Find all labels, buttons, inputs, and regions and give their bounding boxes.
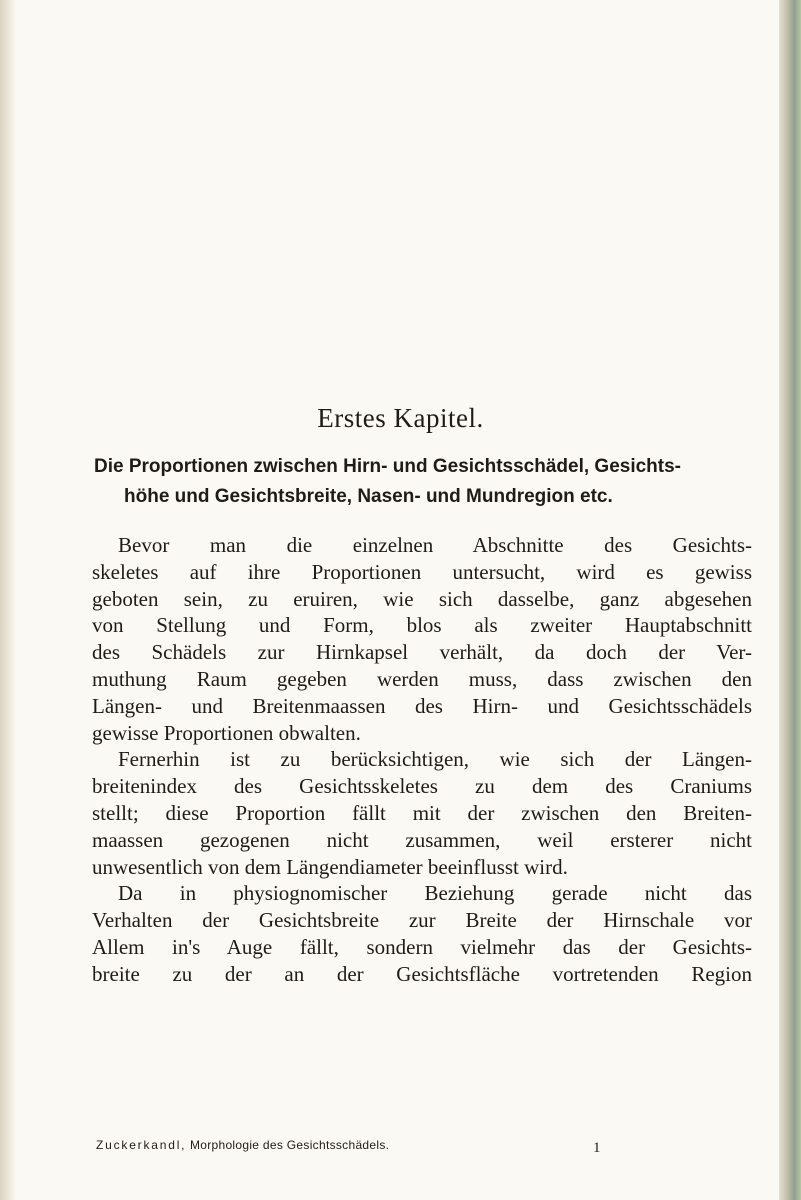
section-heading-line: Die Proportionen zwischen Hirn- und Gesichtsschädel, Gesichts-: [94, 456, 682, 477]
text-line: Allem in's Auge fällt, sondern vielmehr das der Gesichts-: [92, 934, 752, 959]
chapter-title: Erstes Kapitel.: [317, 403, 484, 433]
body-text: [92, 532, 752, 988]
text-line: Fernerhin ist zu berücksichtigen, wie sich der Längen-: [118, 747, 752, 772]
text-line: breite zu der an der Gesichtsfläche vortretenden Region: [92, 961, 752, 986]
text-line: unwesentlich von dem Längendiameter beeinflusst wird.: [92, 854, 568, 879]
text-line: Da in physiognomischer Beziehung gerade nicht das: [118, 881, 752, 906]
text-line: breitenindex des Gesichtsskeletes zu dem des Craniums: [92, 774, 752, 799]
footer-title: Morphologie des Gesichtsschädels.: [189, 1138, 390, 1152]
text-line: geboten sein, zu eruiren, wie sich dasselbe, ganz abgesehen: [92, 586, 752, 611]
text-line: Bevor man die einzelnen Abschnitte des Gesichts-: [118, 533, 752, 557]
text-line: Verhalten der Gesichtsbreite zur Breite der Hirnschale vor: [92, 908, 752, 933]
paragraph: [92, 532, 752, 746]
text-line: skeletes auf ihre Proportionen untersucht, wird es gewiss: [92, 559, 752, 584]
text-line: von Stellung und Form, blos als zweiter Hauptabschnitt: [92, 613, 752, 638]
text-line: Längen- und Breitenmaassen des Hirn- und Gesichtsschädels: [92, 693, 752, 718]
section-heading: [94, 452, 754, 512]
paragraph: [92, 880, 752, 987]
text-line: stellt; diese Proportion fällt mit der zwischen den Breiten-: [92, 800, 752, 825]
section-heading-line: höhe und Gesichtsbreite, Nasen- und Mundregion etc.: [124, 486, 613, 507]
text-line: maassen gezogenen nicht zusammen, weil ersterer nicht: [92, 827, 752, 852]
paragraph: [92, 746, 752, 880]
text-line: gewisse Proportionen obwalten.: [92, 720, 361, 745]
text-line: muthung Raum gegeben werden muss, dass zwischen den: [92, 666, 752, 691]
footer-author: Zuckerkandl,: [96, 1138, 187, 1152]
footer-signature: [96, 1138, 596, 1152]
page-number: 1: [593, 1140, 601, 1156]
text-line: des Schädels zur Hirnkapsel verhält, da doch der Ver-: [92, 640, 752, 665]
